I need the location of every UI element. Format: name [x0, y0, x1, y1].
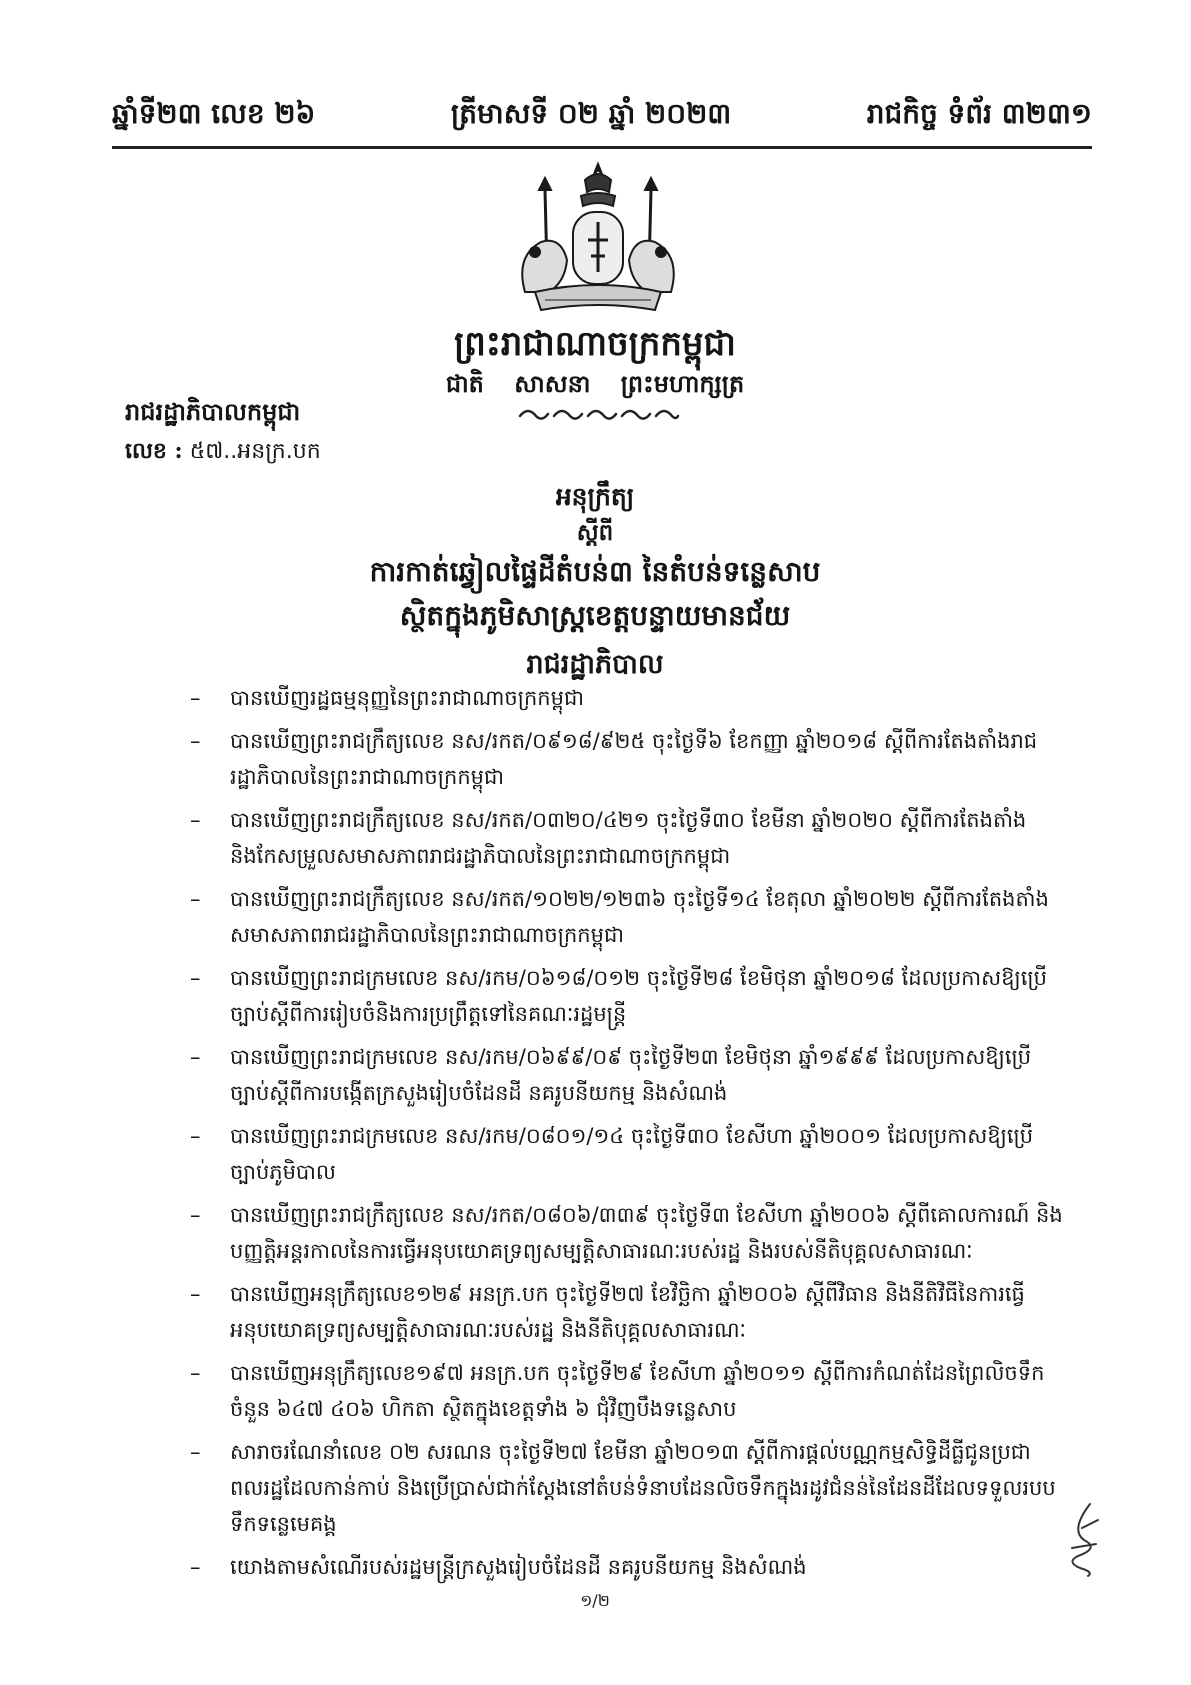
- consideration-text: យោងតាមសំណើរបស់រដ្ឋមន្ត្រីក្រសួងរៀបចំដែនដី នគរូបនីយកម្ម និងសំណង់: [230, 1555, 807, 1579]
- consideration-item: – បានឃើញអនុក្រឹត្យលេខ១៩៧ អនក្រ.បក ចុះថ្ងៃទី២៩ ខែសីហា ឆ្នាំ២០១១ ស្តីពីការកំណត់ដែនព្រៃលិចទឹកចំនួន ៦៤៧ ៤០៦ ហិកតា ស្ថិតក្នុងខេត្តទាំង ៦ ជុំវិញបឹងទន្លេសាប: [190, 1361, 1045, 1421]
- handwritten-initials-icon: [1060, 1500, 1110, 1580]
- consideration-item: – យោងតាមសំណើរបស់រដ្ឋមន្ត្រីក្រសួងរៀបចំដែនដី នគរូបនីយកម្ម និងសំណង់: [190, 1555, 807, 1579]
- issuer-heading: រាជរដ្ឋាភិបាល: [526, 649, 664, 680]
- royal-coat-of-arms-icon: [505, 160, 691, 325]
- kingdom-name: ព្រះរាជាណាចក្រកម្ពុជា: [454, 324, 736, 364]
- gazette-header: [112, 92, 1092, 140]
- consideration-item: – បានឃើញព្រះរាជក្រមលេខ នស/រកម/០៦១៨/០១២ ចុះថ្ងៃទី២៨ ខែមិថុនា ឆ្នាំ២០១៨ ដែលប្រកាសឱ្យប្រើច្បាប់ស្តីពីការរៀបចំនិងការប្រព្រឹត្តទៅនៃគណៈរដ្ឋមន្ត្រី: [190, 966, 1047, 1026]
- page-number: ១/២: [580, 1591, 610, 1610]
- consideration-item: – សារាចរណែនាំលេខ ០២ សរណន ចុះថ្ងៃទី២៧ ខែមីនា ឆ្នាំ២០១៣ ស្តីពីការផ្តល់បណ្ណកម្មសិទ្ធិដីធ្លីជូនប្រជាពលរដ្ឋដែលកាន់កាប់ និងប្រើប្រាស់ជាក់ស្តែងនៅតំបន់ទំនាបដែនលិចទឹកក្នុងរដូវជំនន់នៃដែនដីដែលទទួលរបបទឹកទន្លេមេគង្គ: [190, 1440, 1056, 1536]
- consideration-text: បានឃើញអនុក្រឹត្យលេខ១២៩ អនក្រ.បក ចុះថ្ងៃទី២៧ ខែវិច្ឆិកា ឆ្នាំ២០០៦ ស្តីពីវិធាន និងនីតិវិធីនៃការធ្វើអនុបយោគទ្រព្យសម្បត្តិសាធារណៈរបស់រដ្ឋ និងនីតិបុគ្គលសាធារណៈ: [230, 1282, 1025, 1342]
- gazette-date: ត្រីមាសទី ០២ ឆ្នាំ ២០២៣: [450, 96, 732, 130]
- consideration-text: បានឃើញព្រះរាជក្រឹត្យលេខ នស/រកត/០៩១៨/៩២៥ ចុះថ្ងៃទី៦ ខែកញ្ញា ឆ្នាំ២០១៨ ស្តីពីការតែងតាំងរាជរដ្ឋាភិបាលនៃព្រះរាជាណាចក្រកម្ពុជា: [230, 729, 1038, 789]
- consideration-item: – បានឃើញព្រះរាជក្រឹត្យលេខ នស/រកត/០៣២០/៤២១ ចុះថ្ងៃទី៣០ ខែមីនា ឆ្នាំ២០២០ ស្តីពីការតែងតាំង និងកែសម្រួលសមាសភាពរាជរដ្ឋាភិបាលនៃព្រះរាជាណាចក្រកម្ពុជា: [190, 808, 1027, 868]
- document-number-value: ៥៧..អនក្រ.បក: [189, 439, 321, 464]
- consideration-item: – បានឃើញព្រះរាជក្រមលេខ នស/រកម/០៦៩៩/០៩ ចុះថ្ងៃទី២៣ ខែមិថុនា ឆ្នាំ១៩៩៩ ដែលប្រកាសឱ្យប្រើច្បាប់ស្តីពីការបង្កើតក្រសួងរៀបចំដែនដី នគរូបនីយកម្ម និងសំណង់: [190, 1045, 1032, 1105]
- consideration-text: បានឃើញព្រះរាជក្រមលេខ នស/រកម/០៦១៨/០១២ ចុះថ្ងៃទី២៨ ខែមិថុនា ឆ្នាំ២០១៨ ដែលប្រកាសឱ្យប្រើច្បាប់ស្តីពីការរៀបចំនិងការប្រព្រឹត្តទៅនៃគណៈរដ្ឋមន្ត្រី: [230, 966, 1047, 1026]
- ornament-divider-icon: [516, 404, 682, 426]
- issuing-government: រាជរដ្ឋាភិបាលកម្ពុជា: [125, 397, 301, 426]
- title-block: [300, 478, 890, 688]
- document-type: អនុក្រឹត្យ: [555, 482, 635, 511]
- consideration-text: សារាចរណែនាំលេខ ០២ សរណន ចុះថ្ងៃទី២៧ ខែមីនា ឆ្នាំ២០១៣ ស្តីពីការផ្តល់បណ្ណកម្មសិទ្ធិដីធ្លីជូនប្រជាពលរដ្ឋដែលកាន់កាប់ និងប្រើប្រាស់ជាក់ស្តែងនៅតំបន់ទំនាបដែនលិចទឹកក្នុងរដូវជំនន់នៃដែនដីដែលទទួលរបបទឹកទន្លេមេគង្គ: [230, 1440, 1056, 1536]
- title-line-1: ការកាត់ឆ្វៀលផ្ទៃដីតំបន់៣ នៃតំបន់ទន្លេសាប: [369, 555, 821, 588]
- national-motto: ជាតិ សាសនា ព្រះមហាក្សត្រ: [445, 369, 745, 398]
- document-number-label: លេខ :: [125, 438, 183, 464]
- consideration-item: – បានឃើញព្រះរាជក្រឹត្យលេខ នស/រកត/០៩១៨/៩២៥ ចុះថ្ងៃទី៦ ខែកញ្ញា ឆ្នាំ២០១៨ ស្តីពីការតែងតាំងរាជរដ្ឋាភិបាលនៃព្រះរាជាណាចក្រកម្ពុជា: [190, 729, 1038, 789]
- consideration-text: បានឃើញរដ្ឋធម្មនុញ្ញនៃព្រះរាជាណាចក្រកម្ពុជា: [230, 686, 584, 710]
- consideration-item: – បានឃើញព្រះរាជក្រឹត្យលេខ នស/រកត/០៨០៦/៣៣៩ ចុះថ្ងៃទី៣ ខែសីហា ឆ្នាំ២០០៦ ស្តីពីគោលការណ៍ និងបញ្ញត្តិអន្តរកាលនៃការធ្វើអនុបយោគទ្រព្យសម្បត្តិសាធារណៈរបស់រដ្ឋ និងរបស់នីតិបុគ្គលសាធារណៈ: [190, 1203, 1063, 1263]
- consideration-text: បានឃើញព្រះរាជក្រឹត្យលេខ នស/រកត/០៣២០/៤២១ ចុះថ្ងៃទី៣០ ខែមីនា ឆ្នាំ២០២០ ស្តីពីការតែងតាំង និងកែសម្រួលសមាសភាពរាជរដ្ឋាភិបាលនៃព្រះរាជាណាចក្រកម្ពុជា: [230, 808, 1027, 868]
- consideration-item: – បានឃើញអនុក្រឹត្យលេខ១២៩ អនក្រ.បក ចុះថ្ងៃទី២៧ ខែវិច្ឆិកា ឆ្នាំ២០០៦ ស្តីពីវិធាន និងនីតិវិធីនៃការធ្វើអនុបយោគទ្រព្យសម្បត្តិសាធារណៈរបស់រដ្ឋ និងនីតិបុគ្គលសាធារណៈ: [190, 1282, 1025, 1342]
- title-about: ស្តីពី: [576, 519, 614, 546]
- title-line-2: ស្ថិតក្នុងភូមិសាស្ត្រខេត្តបន្ទាយមានជ័យ: [399, 599, 791, 632]
- consideration-text: បានឃើញព្រះរាជក្រឹត្យលេខ នស/រកត/០៨០៦/៣៣៩ ចុះថ្ងៃទី៣ ខែសីហា ឆ្នាំ២០០៦ ស្តីពីគោលការណ៍ និងបញ្ញត្តិអន្តរកាលនៃការធ្វើអនុបយោគទ្រព្យសម្បត្តិសាធារណៈរបស់រដ្ឋ និងរបស់នីតិបុគ្គលសាធារណៈ: [230, 1203, 1063, 1263]
- consideration-text: បានឃើញព្រះរាជក្រឹត្យលេខ នស/រកត/១០២២/១២៣៦ ចុះថ្ងៃទី១៤ ខែតុលា ឆ្នាំ២០២២ ស្តីពីការតែងតាំងសមាសភាពរាជរដ្ឋាភិបាលនៃព្រះរាជាណាចក្រកម្ពុជា: [230, 887, 1049, 947]
- header-rule: [112, 146, 1092, 149]
- gazette-page-number: រាជកិច្ច ទំព័រ ៣២៣១: [866, 96, 1092, 130]
- consideration-text: បានឃើញព្រះរាជក្រមលេខ នស/រកម/០៦៩៩/០៩ ចុះថ្ងៃទី២៣ ខែមិថុនា ឆ្នាំ១៩៩៩ ដែលប្រកាសឱ្យប្រើច្បាប់ស្តីពីការបង្កើតក្រសួងរៀបចំដែនដី នគរូបនីយកម្ម និងសំណង់: [230, 1045, 1032, 1105]
- gazette-year-issue: ឆ្នាំទី២៣ លេខ ២៦: [112, 96, 316, 130]
- consideration-text: បានឃើញព្រះរាជក្រមលេខ នស/រកម/០៨០១/១៤ ចុះថ្ងៃទី៣០ ខែសីហា ឆ្នាំ២០០១ ដែលប្រកាសឱ្យប្រើច្បាប់ភូមិបាល: [230, 1124, 1034, 1184]
- considerations-list: [190, 680, 1065, 1592]
- consideration-item: – បានឃើញរដ្ឋធម្មនុញ្ញនៃព្រះរាជាណាចក្រកម្ពុជា: [190, 686, 584, 710]
- consideration-text: បានឃើញអនុក្រឹត្យលេខ១៩៧ អនក្រ.បក ចុះថ្ងៃទី២៩ ខែសីហា ឆ្នាំ២០១១ ស្តីពីការកំណត់ដែនព្រៃលិចទឹកចំនួន ៦៤៧ ៤០៦ ហិកតា ស្ថិតក្នុងខេត្តទាំង ៦ ជុំវិញបឹងទន្លេសាប: [230, 1361, 1045, 1421]
- document-number: [125, 436, 321, 467]
- consideration-item: – បានឃើញព្រះរាជក្រមលេខ នស/រកម/០៨០១/១៤ ចុះថ្ងៃទី៣០ ខែសីហា ឆ្នាំ២០០១ ដែលប្រកាសឱ្យប្រើច្បាប់ភូមិបាល: [190, 1124, 1034, 1184]
- consideration-item: – បានឃើញព្រះរាជក្រឹត្យលេខ នស/រកត/១០២២/១២៣៦ ចុះថ្ងៃទី១៤ ខែតុលា ឆ្នាំ២០២២ ស្តីពីការតែងតាំងសមាសភាពរាជរដ្ឋាភិបាលនៃព្រះរាជាណាចក្រកម្ពុជា: [190, 887, 1049, 947]
